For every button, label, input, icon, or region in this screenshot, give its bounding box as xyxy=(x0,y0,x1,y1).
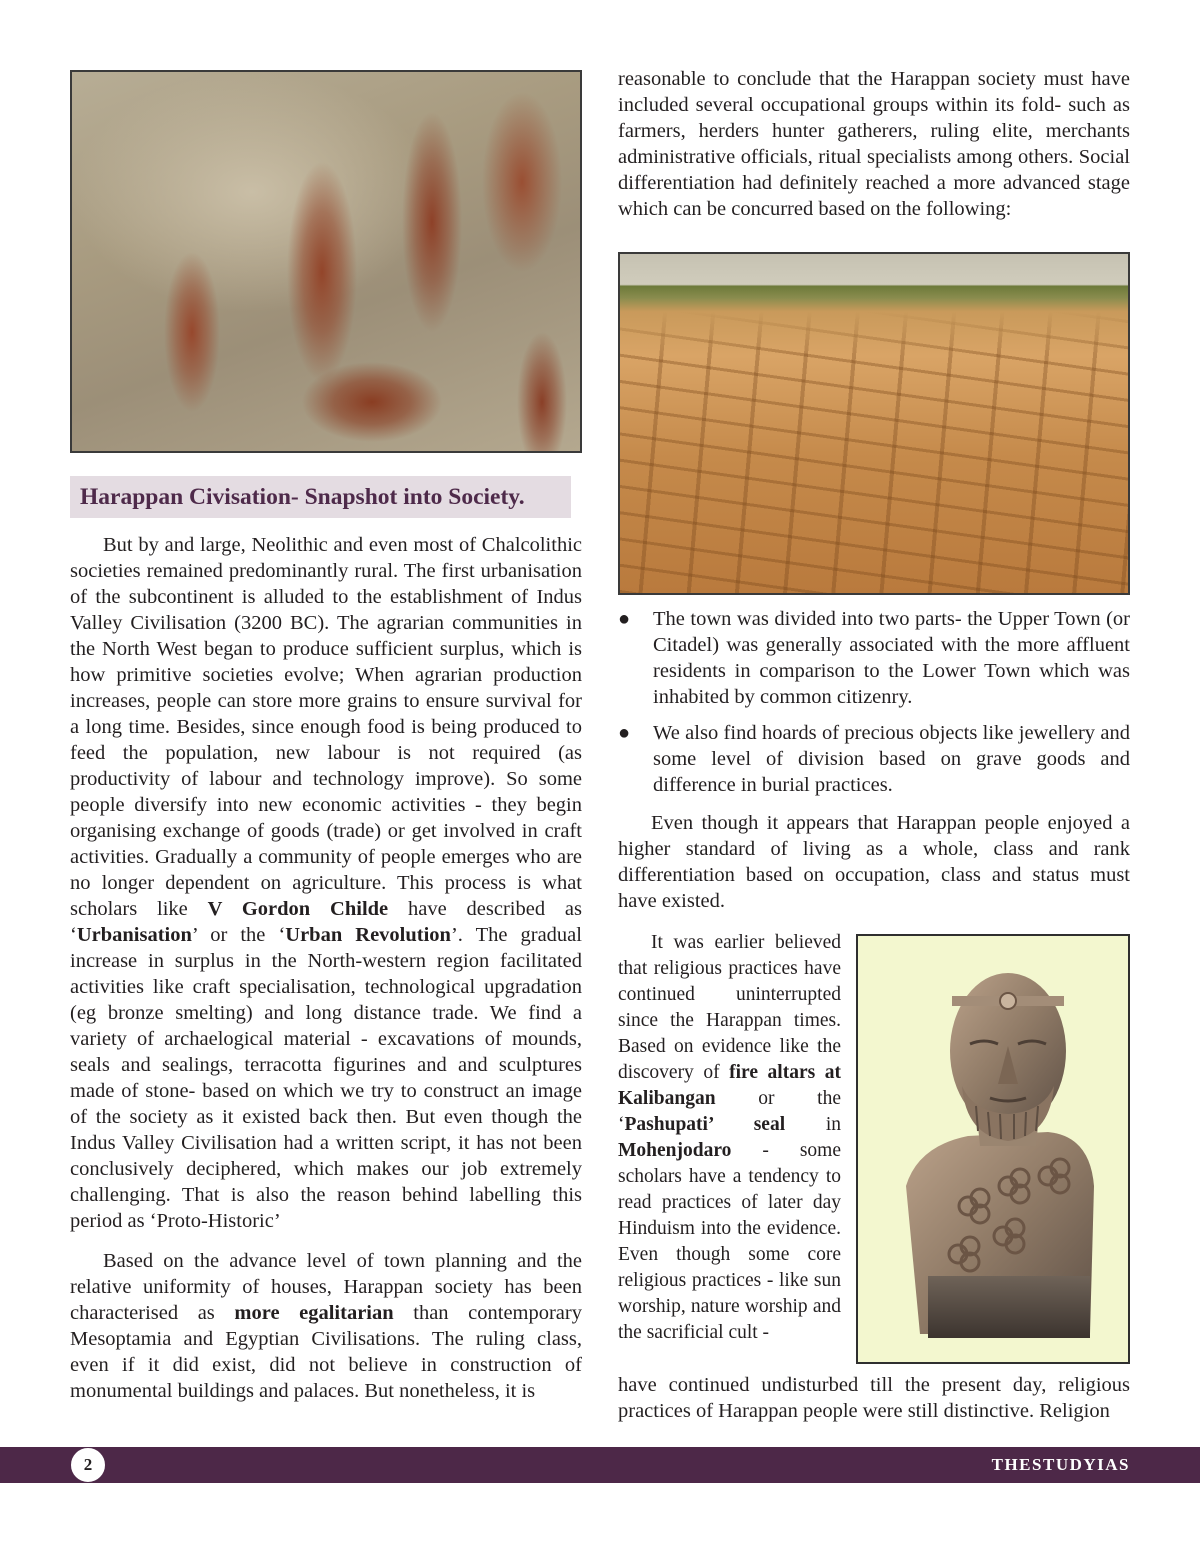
right-column-top xyxy=(618,66,1130,222)
brand-name: THESTUDYIAS xyxy=(991,1455,1130,1474)
paragraph-religion-wrap: It was earlier believed that religious practices have continued uninterrupted since the Harappan times. Based on evidence like the discovery of fire altars at Kalibangan or the ‘Pashupati’ seal in Mohenjodaro - some scholars have a tendency to read practices of later day Hinduism into the evidence. Even though some core religious practices - like sun worship, nature worship and the sacrificial cult - xyxy=(618,932,842,1343)
page-number: 2 xyxy=(70,1447,106,1483)
bust-illustration xyxy=(858,936,1128,1362)
ruins-image xyxy=(618,252,1130,595)
right-column-middle xyxy=(618,606,1130,914)
bullet-icon: ● xyxy=(618,608,631,630)
left-column xyxy=(70,532,582,1404)
section-heading: Harappan Civisation- Snapshot into Society. xyxy=(80,484,525,510)
paragraph-class-differentiation: Even though it appears that Harappan people enjoyed a higher standard of living as a whole, class and rank differentiation based on occupation, class and status must have existed. xyxy=(618,812,1130,912)
paragraph-urbanisation: But by and large, Neolithic and even most of Chalcolithic societies remained predominantly rural. The first urbanisation of the subcontinent is alluded to the establishment of Indus Valley Civilisation (3200 BC). The agrarian communities in the North West began to produce sufficient surplus, which is how primitive societies evolve; When agrarian production increases, people can store more grains to ensure survival for a long time. Besides, since enough food is being produced to feed the population, new labour is not required (as productivity of labour and technology improve). So some people diversify into new economic activities - they begin organising exchange of goods (trade) or get involved in craft activities. Gradually a community of people emerges who are no longer dependent on agriculture. This process is what scholars like V Gordon Childe have described as ‘Urbanisation’ or the ‘Urban Revolution’. The gradual increase in surplus in the North-western region facilitated activities like craft specialisation, technological upgradation (eg bronze smelting) and long distance trade. We find a variety of archaelogical material - excavations of mounds, seals and sealings, terracotta figurines and and sculptures made of stone- based on which we try to construct an image of the society as it existed back then. But even though the Indus Valley Civilisation had a written script, it has not been conclusively deciphered, which makes our job extremely challenging. That is also the reason behind labelling this period as ‘Proto-Historic’ xyxy=(70,534,582,1232)
list-item: ● The town was divided into two parts- the Upper Town (or Citadel) was generally associated with the more affluent residents in comparison to the Lower Town which was inhabited by common citizenry. xyxy=(618,608,1130,708)
bullet-list xyxy=(618,606,1130,798)
right-column-bottom xyxy=(618,1372,1130,1424)
paragraph-occupational-groups: reasonable to conclude that the Harappan society must have included several occupational groups within its fold- such as farmers, herders hunter gatherers, ruling elite, merchants administrative officials, ritual specialists among others. Social differentiation had definitely reached a more advanced stage which can be concurred based on the following: xyxy=(618,68,1130,220)
bullet-icon: ● xyxy=(618,722,631,744)
priest-king-bust-image xyxy=(856,934,1130,1364)
section-heading-box xyxy=(70,476,571,518)
list-item: ● We also find hoards of precious objects like jewellery and some level of division based on grave goods and difference in burial practices. xyxy=(618,722,1130,796)
cave-painting-image xyxy=(70,70,582,453)
paragraph-religion-continued: have continued undisturbed till the present day, religious practices of Harappan people were still distinctive. Religion xyxy=(618,1374,1130,1422)
paragraph-egalitarian: Based on the advance level of town planning and the relative uniformity of houses, Harappan society has been characterised as more egalitarian than contemporary Mesoptamia and Egyptian Civilisations. The ruling class, even if it did exist, did not believe in construction of monumental buildings and palaces. But nonetheless, it is xyxy=(70,1250,582,1402)
